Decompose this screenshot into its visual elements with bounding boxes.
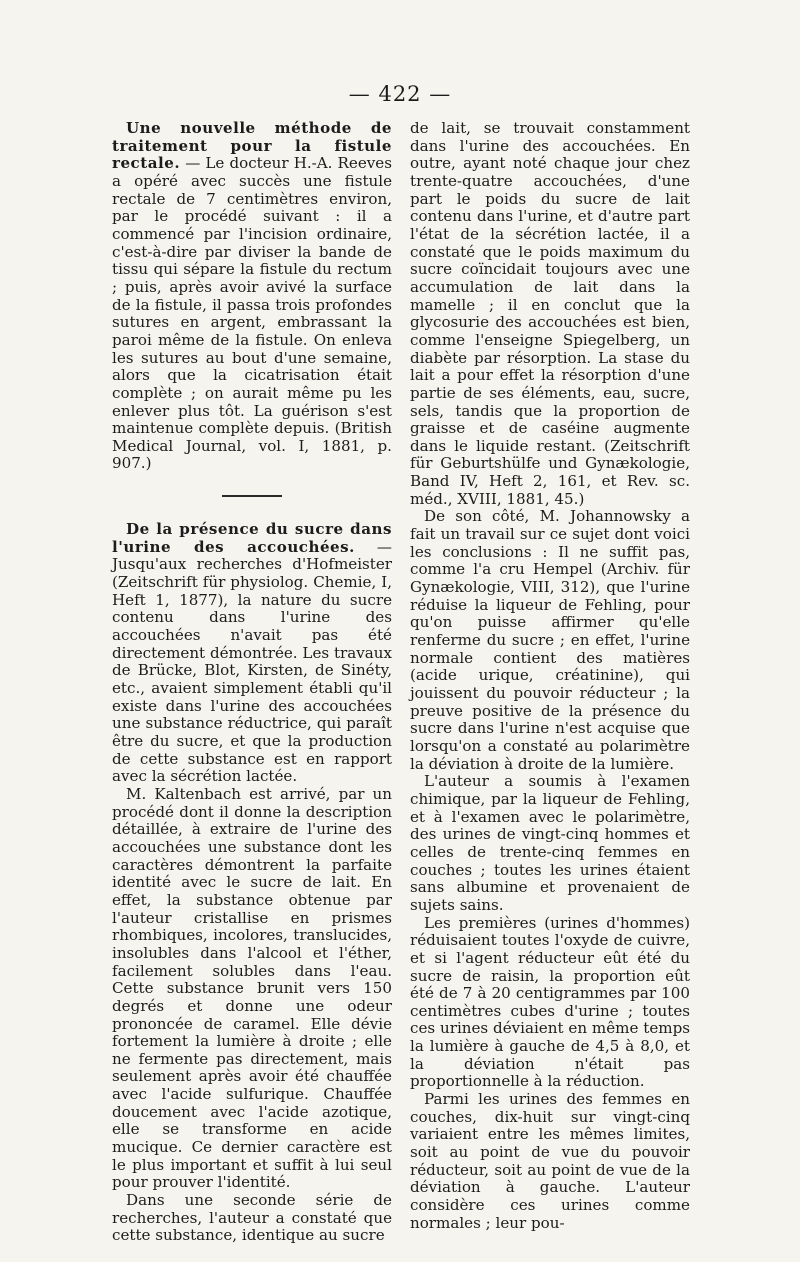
right-para-2: De son côté, M. Johannowsky a fait un travail sur ce sujet dont voici les conclusions : Il ne suffit pas, comme l'a cru Hempel (Archiv. für Gynækologie, VIII, 312), que l'urine réduise la liqueur de Fehling, pour qu'on puisse affirmer qu'elle renferme du sucre ; en effet, l'urine normale contient des matières (acide urique, créatinine), qui jouissent du pouvoir réducteur ; la preuve positive de la présence du sucre dans l'urine n'est acquise que lorsqu'on a constaté au polarimètre la déviation à droite de la lumière. <box>410 507 690 773</box>
right-para-3: L'auteur a soumis à l'examen chimique, par la liqueur de Fehling, et à l'examen avec le polarimètre, des urines de vingt-cinq hommes et celles de trente-cinq femmes en couches ; toutes les urines étaient sans albumine et provenaient de sujets sains. <box>410 772 690 914</box>
article-sucre <box>112 521 392 786</box>
section-divider <box>222 495 282 497</box>
article-body-fistule: — Le docteur H.-A. Reeves a opéré avec succès une fistule rectale de 7 centimètres environ, par le procédé suivant : il a commencé par l'incision ordinaire, c'est-à-dire par diviser la bande de tissu qui sépare la fistule du rectum ; puis, après avoir avivé la surface de la fistule, il passa trois profondes sutures en argent, embrassant la paroi même de la fistule. On enleva les sutures au bout d'une semaine, alors que la cicatrisation était complète ; on aurait même pu les enlever plus tôt. La guérison s'est maintenue complète depuis. (British Medical Journal, vol. I, 1881, p. 907.) <box>112 154 392 473</box>
left-column <box>112 120 392 1245</box>
article-fistule <box>112 120 392 473</box>
right-column <box>410 120 690 1232</box>
right-para-1: de lait, se trouvait constamment dans l'urine des accouchées. En outre, ayant noté chaque jour chez trente-quatre accouchées, d'une part le poids du sucre de lait contenu dans l'urine, et d'autre part l'état de la sécrétion lactée, il a constaté que le poids maximum du sucre coïncidait toujours avec une accumulation de lait dans la mamelle ; il en conclut que la glycosurie des accouchées est bien, comme l'enseigne Spiegelberg, un diabète par résorption. La stase du lait a pour effet la résorption d'une partie de ses éléments, eau, sucre, sels, tandis que la proportion de graisse et de caséine augmente dans le liquide restant. (Zeitschrift für Geburtshülfe und Gynækologie, Band IV, Heft 2, 161, et Rev. sc. méd., XVIII, 1881, 45.) <box>410 119 690 508</box>
article-para-1: — Jusqu'aux recherches d'Hofmeister (Zeitschrift für physiolog. Chemie, I, Heft 1, 1877), la nature du sucre contenu dans l'urine des accouchées n'avait pas été directement démontrée. Les travaux de Brücke, Blot, Kirsten, de Sinéty, etc., avaient simplement établi qu'il existe dans l'urine des accouchées une substance réductrice, qui paraît être du sucre, et que la production de cette substance est en rapport avec la sécrétion lactée. <box>112 537 392 786</box>
article-para-2: M. Kaltenbach est arrivé, par un procédé dont il donne la description détaillée, à extraire de l'urine des accouchées une substance dont les caractères démontrent la parfaite identité avec le sucre de lait. En effet, la substance obtenue par l'auteur cristallise en prismes rhombiques, incolores, translucides, insolubles dans l'alcool et l'éther, facilement solubles dans l'eau. Cette substance brunit vers 150 degrés et donne une odeur prononcée de caramel. Elle dévie fortement la lumière à droite ; elle ne fermente pas directement, mais seulement après avoir été chauffée avec l'acide sulfurique. Chauffée doucement avec l'acide azotique, elle se transforme en acide mucique. Ce dernier caractère est le plus important et suffit à lui seul pour prouver l'identité. <box>112 784 392 1192</box>
page-number: — 422 — <box>348 82 452 106</box>
right-para-5: Parmi les urines des femmes en couches, dix-huit sur vingt-cinq variaient entre les mêmes limites, soit au point de vue du pouvoir réducteur, soit au point de vue de la déviation à gauche. L'auteur considère ces urines comme normales ; leur pou- <box>410 1090 690 1232</box>
article-title-sucre: De la présence du sucre dans l'urine des accouchées. <box>112 520 392 556</box>
right-para-4: Les premières (urines d'hommes) réduisaient toutes l'oxyde de cuivre, et si l'agent réducteur eût été du sucre de raisin, la proportion eût été de 7 à 20 centigrammes par 100 centimètres cubes d'urine ; toutes ces urines déviaient en même temps la lumière à gauche de 4,5 à 8,0, et la déviation n'était pas proportionnelle à la réduction. <box>410 913 690 1091</box>
article-title-fistule: Une nouvelle méthode de traitement pour la fistule rectale. <box>112 119 392 173</box>
article-para-3: Dans une seconde série de recherches, l'auteur a constaté que cette substance, identique au sucre <box>112 1191 392 1245</box>
